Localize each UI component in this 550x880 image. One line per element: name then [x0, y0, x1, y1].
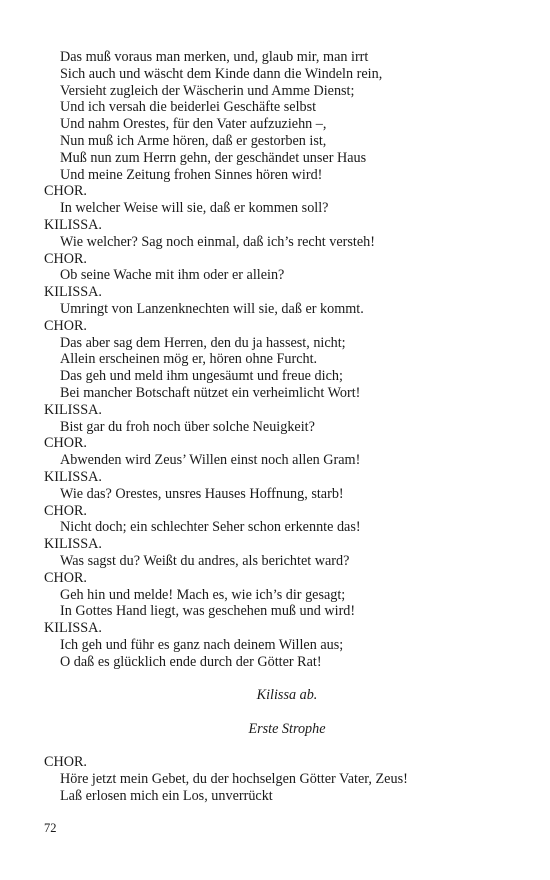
- verse-line: Und ich versah die beiderlei Geschäfte selbst: [60, 99, 317, 116]
- blank-line: [44, 670, 514, 687]
- speaker-label: KILISSA.: [44, 216, 102, 233]
- speaker-label: CHOR.: [44, 502, 87, 519]
- speaker-label: KILISSA.: [44, 536, 102, 553]
- speaker-label: CHOR.: [44, 250, 87, 267]
- verse-line: Geh hin und melde! Mach es, wie ich’s dir gesagt;: [60, 586, 346, 603]
- verse-line: In welcher Weise will sie, daß er kommen soll?: [60, 200, 329, 217]
- verse-line: Wie welcher? Sag noch einmal, daß ich’s recht versteh!: [60, 233, 375, 250]
- drama-text: [44, 49, 514, 805]
- verse-line: Und meine Zeitung frohen Sinnes hören wird!: [60, 166, 323, 183]
- speaker-label: KILISSA.: [44, 620, 102, 637]
- verse-line: Das aber sag dem Herren, den du ja hassest, nicht;: [60, 334, 346, 351]
- verse-line: Das muß voraus man merken, und, glaub mir, man irrt: [60, 49, 369, 65]
- verse-line: Was sagst du? Weißt du andres, als berichtet ward?: [60, 552, 350, 569]
- section-heading: Erste Strophe: [248, 720, 326, 737]
- speaker-label: CHOR.: [44, 435, 87, 452]
- verse-line: Nun muß ich Arme hören, daß er gestorben ist,: [60, 132, 327, 149]
- verse-line: O daß es glücklich ende durch der Götter Rat!: [60, 653, 322, 670]
- verse-line: Bei mancher Botschaft nützet ein verheimlicht Wort!: [60, 384, 361, 401]
- verse-line: Sich auch und wäscht dem Kinde dann die Windeln rein,: [60, 65, 383, 82]
- blank-line: [44, 738, 514, 755]
- verse-line: Bist gar du froh noch über solche Neuigkeit?: [60, 418, 315, 435]
- speaker-label: CHOR.: [44, 183, 87, 200]
- page-number: 72: [44, 821, 57, 835]
- verse-line: Laß erlosen mich ein Los, unverrückt: [60, 788, 273, 805]
- verse-line: Das geh und meld ihm ungesäumt und freue dich;: [60, 368, 343, 385]
- verse-line: Abwenden wird Zeus’ Willen einst noch allen Gram!: [60, 452, 361, 469]
- verse-line: Nicht doch; ein schlechter Seher schon erkennte das!: [60, 519, 361, 536]
- speaker-label: CHOR.: [44, 754, 87, 771]
- verse-line: Versieht zugleich der Wäscherin und Amme Dienst;: [60, 82, 355, 99]
- speaker-label: KILISSA.: [44, 284, 102, 301]
- speaker-label: CHOR.: [44, 317, 87, 334]
- verse-line: Ich geh und führ es ganz nach deinem Willen aus;: [60, 636, 344, 653]
- verse-line: Allein erscheinen mög er, hören ohne Furcht.: [60, 351, 318, 368]
- verse-line: Und nahm Orestes, für den Vater aufzuziehn –,: [60, 116, 327, 133]
- verse-line: Muß nun zum Herrn gehn, der geschändet unser Haus: [60, 149, 367, 166]
- speaker-label: KILISSA.: [44, 468, 102, 485]
- speaker-label: CHOR.: [44, 569, 87, 586]
- verse-line: Ob seine Wache mit ihm oder er allein?: [60, 267, 285, 284]
- verse-line: Umringt von Lanzenknechten will sie, daß er kommt.: [60, 300, 364, 317]
- verse-line: Höre jetzt mein Gebet, du der hochselgen Götter Vater, Zeus!: [60, 771, 408, 788]
- blank-line: [44, 704, 514, 721]
- speaker-label: KILISSA.: [44, 401, 102, 418]
- stage-direction: Kilissa ab.: [256, 687, 318, 704]
- verse-line: Wie das? Orestes, unsres Hauses Hoffnung, starb!: [60, 485, 344, 502]
- verse-line: In Gottes Hand liegt, was geschehen muß und wird!: [60, 603, 356, 620]
